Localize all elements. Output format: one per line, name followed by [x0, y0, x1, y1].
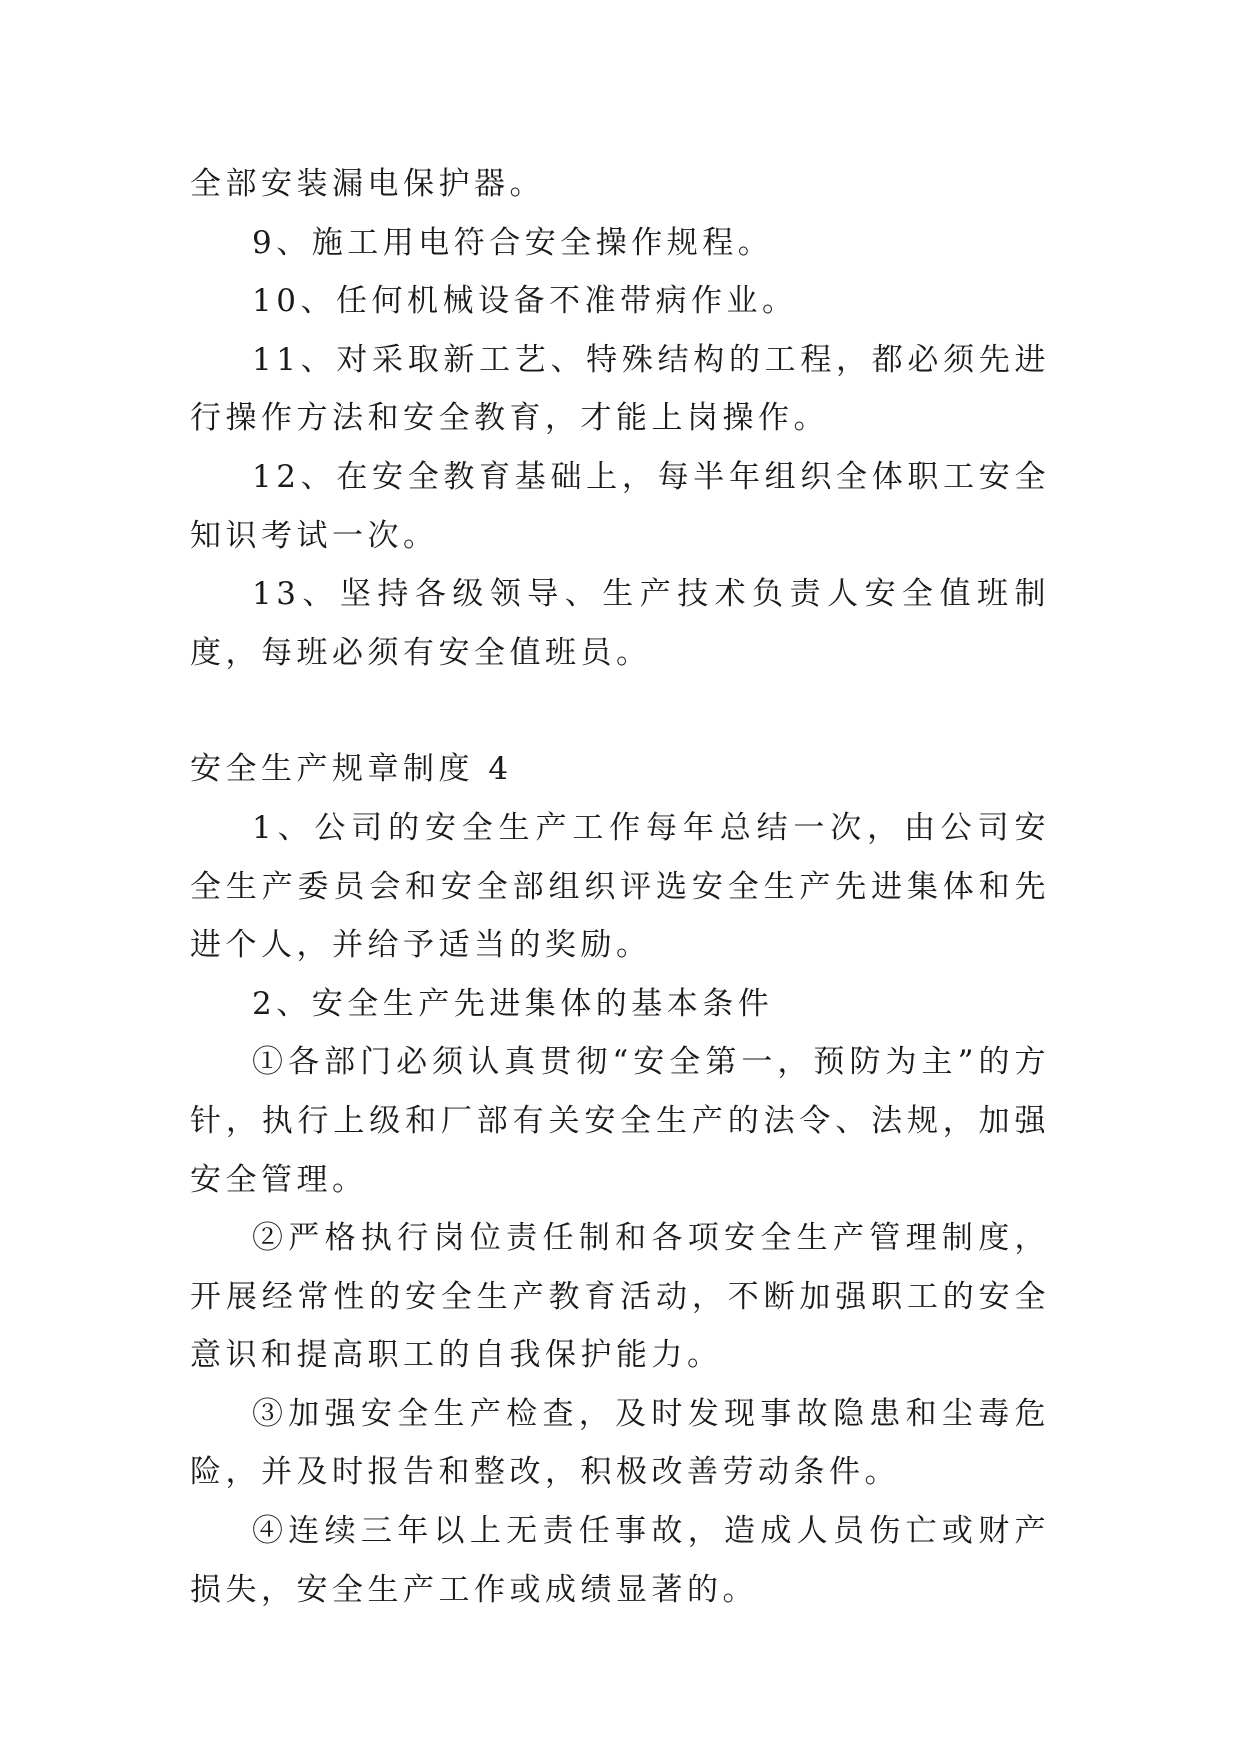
- paragraph-condition-1: ①各部门必须认真贯彻“安全第一，预防为主”的方针，执行上级和厂部有关安全生产的法令、法规，加强安全管理。: [190, 1044, 1050, 1198]
- document-body: [190, 155, 1050, 1619]
- paragraph-item-10: 10、任何机械设备不准带病作业。: [252, 283, 798, 320]
- paragraph-item-2: 2、安全生产先进集体的基本条件: [252, 985, 774, 1022]
- paragraph-item-13: 13、坚持各级领导、生产技术负责人安全值班制度，每班必须有安全值班员。: [190, 576, 1050, 671]
- paragraph-item-1: 1、公司的安全生产工作每年总结一次，由公司安全生产委员会和安全部组织评选安全生产先进集体和先进个人，并给予适当的奖励。: [190, 809, 1050, 964]
- paragraph-condition-4: ④连续三年以上无责任事故，造成人员伤亡或财产损失，安全生产工作或成绩显著的。: [190, 1513, 1050, 1608]
- paragraph-condition-3: ③加强安全生产检查，及时发现事故隐患和尘毒危险，并及时报告和整改，积极改善劳动条件。: [190, 1395, 1050, 1491]
- paragraph-item-11: 11、对采取新工艺、特殊结构的工程，都必须先进行操作方法和安全教育，才能上岗操作。: [190, 341, 1050, 437]
- paragraph-item-12: 12、在安全教育基础上，每半年组织全体职工安全知识考试一次。: [190, 458, 1050, 554]
- paragraph-condition-2: ②严格执行岗位责任制和各项安全生产管理制度，开展经常性的安全生产教育活动，不断加强职工的安全意识和提高职工的自我保护能力。: [190, 1220, 1050, 1374]
- paragraph-continuation: 全部安装漏电保护器。: [190, 166, 545, 202]
- section-title: 安全生产规章制度 4: [190, 751, 513, 788]
- paragraph-item-9: 9、施工用电符合安全操作规程。: [252, 224, 774, 261]
